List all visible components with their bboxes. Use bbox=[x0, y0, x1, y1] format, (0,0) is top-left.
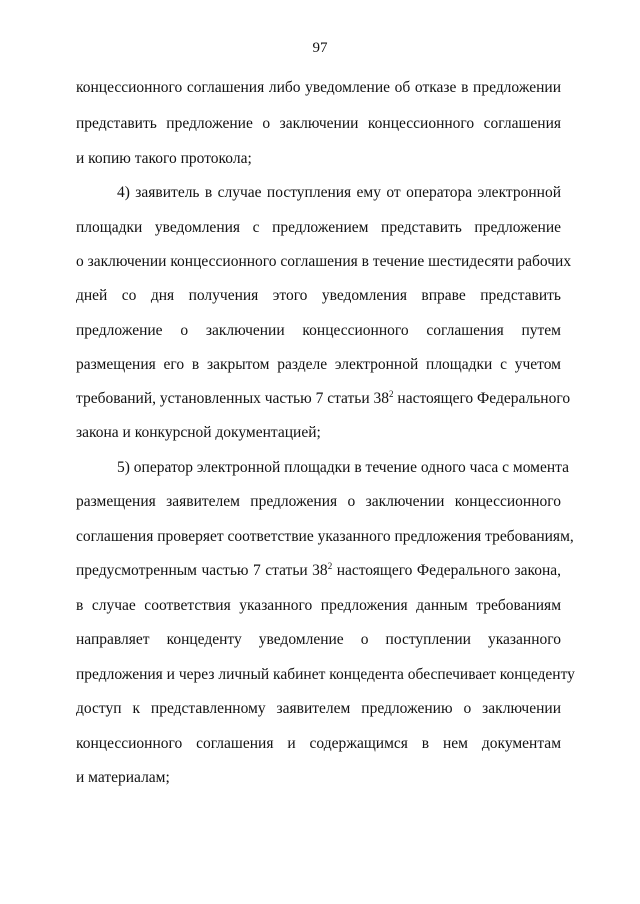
text-fragment: требований, установленных частью 7 статьи 38 bbox=[76, 390, 390, 407]
superscript: 2 bbox=[327, 561, 333, 571]
text-line: размещения его в закрытом разделе электронной площадки с учетом bbox=[76, 356, 561, 373]
text-line: закона и конкурсной документацией; bbox=[76, 424, 321, 441]
superscript: 2 bbox=[389, 389, 394, 399]
text-line: концессионного соглашения либо уведомление об отказе в предложении bbox=[76, 79, 561, 96]
text-line: размещения заявителем предложения о заключении концессионного bbox=[76, 493, 561, 510]
text-line: концессионного соглашения и содержащимся в нем документам bbox=[76, 735, 561, 752]
text-fragment: предусмотренным частью 7 статьи 38 bbox=[76, 562, 328, 579]
text-line: направляет концеденту уведомление о поступлении указанного bbox=[76, 631, 561, 648]
text-fragment: настоящего Федерального bbox=[393, 390, 571, 407]
text-line-with-superscript bbox=[76, 389, 571, 409]
text-line: предложение о заключении концессионного соглашения путем bbox=[76, 322, 561, 339]
text-line: площадки уведомления с предложением представить предложение bbox=[76, 219, 561, 236]
text-line: предложения и через личный кабинет концедента обеспечивает концеденту bbox=[76, 666, 575, 683]
text-line: и материалам; bbox=[76, 769, 170, 786]
text-line: доступ к представленному заявителем предложению о заключении bbox=[76, 700, 561, 717]
text-line: о заключении концессионного соглашения в течение шестидесяти рабочих bbox=[76, 253, 572, 270]
paragraph-first-line: 5) оператор электронной площадки в течение одного часа с момента bbox=[117, 459, 570, 476]
text-line: дней со дня получения этого уведомления вправе представить bbox=[76, 287, 561, 304]
page-number: 97 bbox=[312, 40, 328, 56]
text-line-with-superscript bbox=[76, 561, 561, 581]
text-line: и копию такого протокола; bbox=[76, 150, 252, 167]
text-line: в случае соответствия указанного предложения данным требованиям bbox=[76, 597, 561, 614]
paragraph-first-line: 4) заявитель в случае поступления ему от оператора электронной bbox=[117, 184, 561, 201]
text-line: соглашения проверяет соответствие указанного предложения требованиям, bbox=[76, 528, 574, 545]
text-line: представить предложение о заключении концессионного соглашения bbox=[76, 115, 561, 132]
text-fragment: настоящего Федерального закона, bbox=[332, 562, 561, 579]
